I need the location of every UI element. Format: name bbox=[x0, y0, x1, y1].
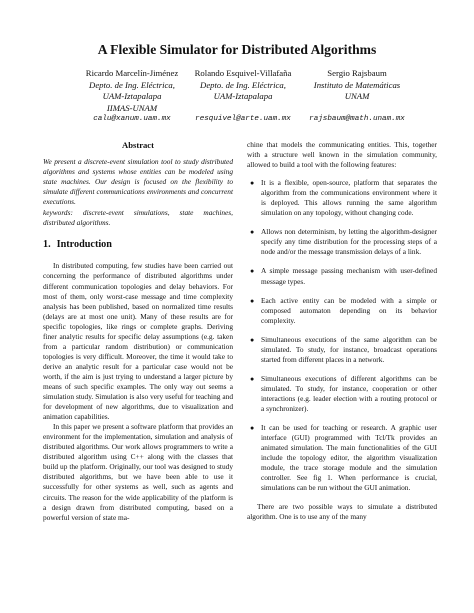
author-affiliation: Depto. de Ing. Eléctrica, bbox=[89, 79, 175, 90]
body-paragraph: There are two possible ways to simulate a distributed algorithm. One is to use any of the many bbox=[247, 502, 437, 522]
paper-title: A Flexible Simulator for Distributed Algorithms bbox=[97, 42, 377, 57]
bullet-icon: ● bbox=[250, 179, 255, 188]
author-affiliation: UAM-Iztapalapa bbox=[102, 91, 162, 102]
right-column bbox=[247, 140, 437, 522]
left-column bbox=[43, 140, 233, 523]
feature-list bbox=[247, 178, 437, 493]
section-number: 1. bbox=[43, 239, 51, 251]
author-email: rajsbaum@math.unam.mx bbox=[309, 115, 405, 124]
feature-list-item bbox=[247, 266, 437, 286]
bullet-icon: ● bbox=[250, 228, 255, 237]
author-name: Ricardo Marcelín-Jiménez bbox=[85, 68, 179, 78]
author-email: calu@xanum.uam.mx bbox=[93, 115, 171, 124]
section-heading bbox=[43, 240, 233, 250]
feature-list-item bbox=[247, 296, 437, 326]
author-affiliation: UAM-Iztapalapa bbox=[213, 91, 273, 102]
bullet-icon: ● bbox=[250, 335, 255, 344]
author-email: resquivel@arte.uam.mx bbox=[195, 115, 291, 124]
feature-list-item bbox=[247, 423, 437, 493]
author-block-3 bbox=[302, 68, 412, 126]
feature-text: Simultaneous executions of the same algorithm can be simulated. To study, for instance, broadcast operations started from different places in a network. bbox=[261, 334, 437, 364]
author-affiliation: UNAM bbox=[344, 91, 370, 102]
feature-text: Each active entity can be modeled with a simple or composed automaton depending on its behavior complexity. bbox=[261, 295, 437, 325]
feature-list-item bbox=[247, 178, 437, 218]
body-paragraph: In this paper we present a software platform that provides an environment for the implementation, simulation and analysis of distributed algorithms. Our work allows programmers to write a distributed algorithm using C++ along with the classes that build up the platform. Originally, our tool was designed to study distributed algorithms, but we have been able to use it successfully for other systems as well, such as agents and circuits. The reason for the wide applicability of the platform is a design drawn from distributed computing, based on a powerful version of state ma- bbox=[43, 422, 233, 522]
feature-text: A simple message passing mechanism with user-defined message types. bbox=[261, 266, 437, 286]
feature-text: Allows non determinism, by letting the algorithm-designer specify any time distribution for the processing steps of a node and/or the message transmission delays of a link. bbox=[261, 227, 437, 257]
author-affiliation: IIMAS-UNAM bbox=[106, 102, 158, 113]
feature-list-item bbox=[247, 374, 437, 414]
bullet-icon: ● bbox=[250, 267, 255, 276]
author-affiliation: Depto. de Ing. Eléctrica, bbox=[200, 79, 286, 90]
body-paragraph: chine that models the communicating entities. This, together with a structure well known in the simulation community, allowed to build a tool with the following features: bbox=[247, 140, 437, 170]
abstract-heading: Abstract bbox=[122, 140, 154, 150]
feature-list-item bbox=[247, 227, 437, 257]
body-paragraph: In distributed computing, few studies have been carried out concerning the performance of distributed algorithms under different communication topologies and delay behaviors. For most of them, only worst-case message and time complexity analysis has been published, based on normalized time results (delays are at most one unit). Many of these results are for specific topologies, like rings or complete graphs. Deriving finer analytic results for specific delay assumptions (e.g. taken from a particular random distribution) or communication topologies is very difficult. Moreover, the time it would take to derive an analytic result for a particular case would not be worth, if the aim is just trying to understand a larger picture by means of such specific examples. The only way out seems a simulation study. Simulation is also very useful for teaching and for development of new algorithms, due to visualization and animation capabilities. bbox=[43, 261, 233, 422]
bullet-icon: ● bbox=[250, 424, 255, 433]
section-title: Introduction bbox=[56, 239, 112, 251]
feature-text: It can be used for teaching or research. A graphic user interface (GUI) programmed with Tcl/Tk provides an animated simulation. The main functionalities of the GUI include the topology editor, the algorithm visualization module, the trace storage module and the simulation controller. See fig 1. When performance is crucial, simulations can be run without the GUI animation. bbox=[261, 423, 437, 493]
abstract-text: We present a discrete-event simulation tool to study distributed algorithms and systems whose entities can be modeled using state machines. Our design is focused on the flexibility to simulate different communications environments and concurrent executions. bbox=[43, 157, 233, 207]
feature-text: Simultaneous executions of different algorithms can be simulated. To study, for instance, cooperation or other interactions (e.g. leader election with a routing protocol or a synchronizer). bbox=[261, 373, 437, 413]
author-block-2 bbox=[183, 68, 303, 126]
abstract-keywords: keywords: discrete-event simulations, state machines, distributed algorithms. bbox=[43, 208, 233, 228]
bullet-icon: ● bbox=[250, 296, 255, 305]
author-name: Rolando Esquivel-Villafaña bbox=[194, 68, 292, 78]
author-spacer bbox=[302, 103, 412, 115]
feature-list-item bbox=[247, 335, 437, 365]
bullet-icon: ● bbox=[250, 374, 255, 383]
author-name: Sergio Rajsbaum bbox=[327, 68, 387, 78]
feature-text: It is a flexible, open-source, platform that separates the algorithm from the communications environment where it is deployed. This allows running the same algorithm simulation on any topology, without changing code. bbox=[261, 178, 437, 218]
author-spacer bbox=[183, 103, 303, 115]
author-affiliation: Instituto de Matemáticas bbox=[313, 79, 401, 90]
author-block-1 bbox=[67, 68, 197, 126]
